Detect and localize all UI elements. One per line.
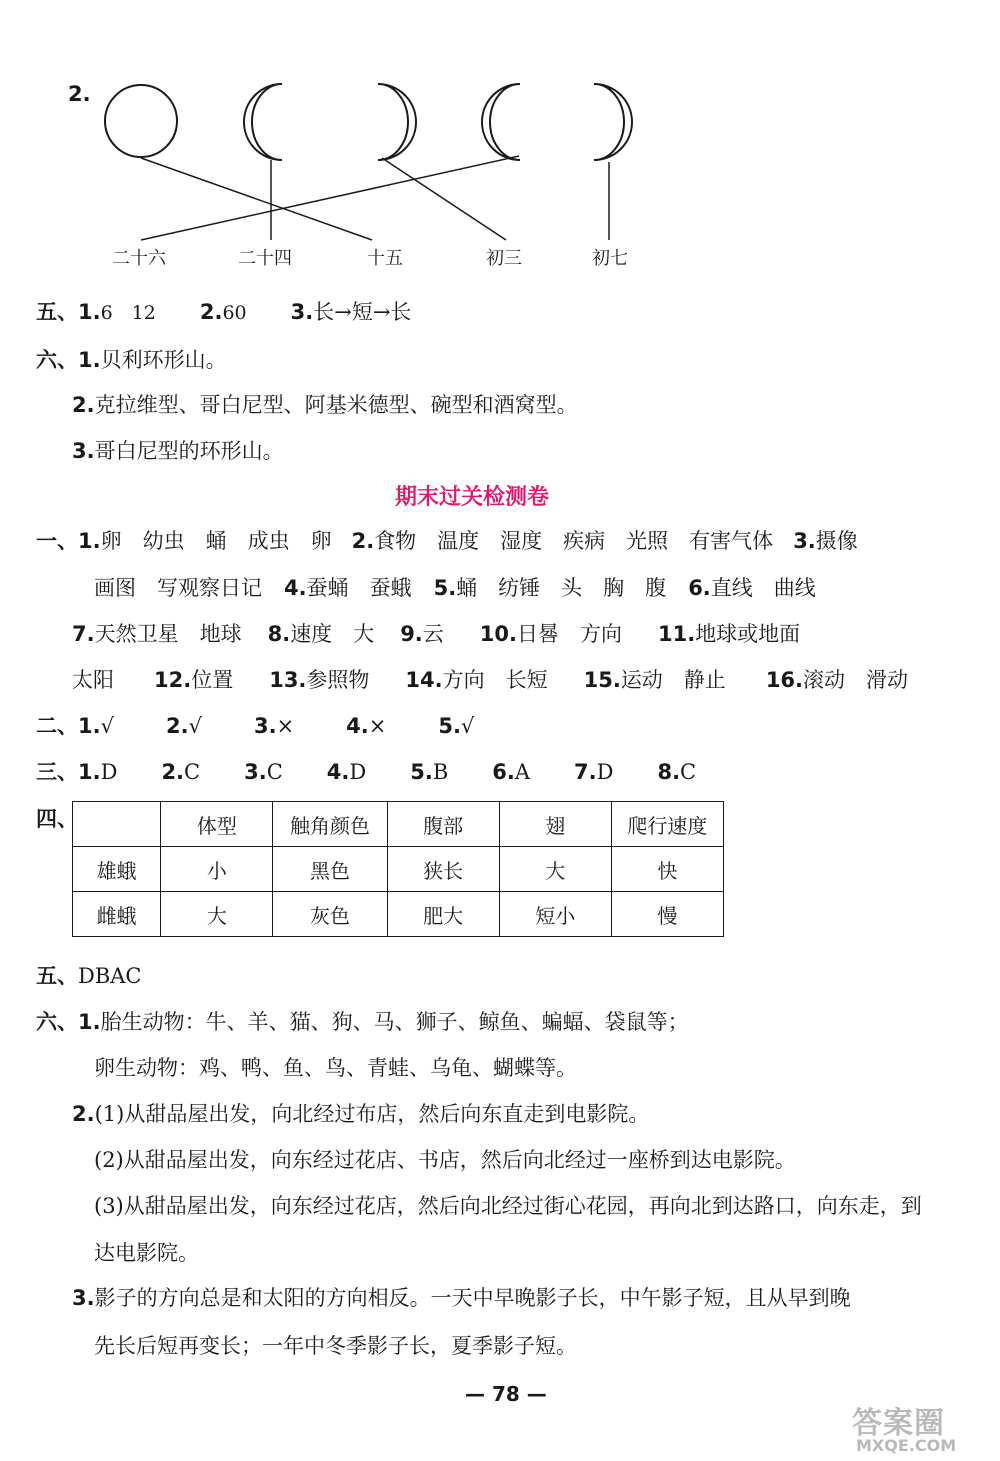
item-number: 7.	[574, 760, 597, 784]
table-header-cell: 体型	[161, 802, 273, 847]
table-header-cell: 翅	[499, 802, 611, 847]
answer-text: D	[100, 760, 118, 784]
section-prefix: 六、	[36, 348, 78, 372]
answer-line-s6b-8: 先长后短再变长；一年中冬季影子长，夏季影子短。	[94, 1334, 577, 1358]
item-number: 1.	[78, 300, 101, 324]
section-prefix: 五、	[36, 300, 78, 324]
answer-text: 方向 长短	[442, 668, 548, 692]
answer-text: 蚕蛹 蚕蛾	[306, 576, 412, 600]
answer-text: 参照物	[306, 668, 370, 692]
answer-line-s1-1	[36, 525, 858, 555]
answer-text: (1)从甜品屋出发，向北经过布店，然后向东直走到电影院。	[94, 1102, 650, 1126]
moon-phase-diagram	[0, 0, 1000, 280]
item-number: 3.	[72, 439, 95, 463]
item-number: 5.	[438, 714, 461, 738]
section-prefix: 二、	[36, 714, 78, 738]
answer-line-s5a	[36, 296, 411, 326]
answer-line-s6b-5: (3)从甜品屋出发，向东经过花店，然后向北经过街心花园，再向北到达路口，向东走，到	[94, 1194, 922, 1218]
item-number: 3.	[793, 529, 816, 553]
item-number: 15.	[583, 668, 621, 692]
item-number: 5.	[410, 760, 433, 784]
answer-line-s1-3	[72, 618, 800, 648]
answer-text: ×	[276, 714, 295, 738]
answer-text: 卵 幼虫 蛹 成虫 卵	[100, 529, 332, 553]
full-moon-shape	[105, 85, 177, 157]
answer-text: 胎生动物：牛、羊、猫、狗、马、狮子、鲸鱼、蝙蝠、袋鼠等；	[100, 1010, 689, 1034]
answer-line-s6b-1	[36, 1006, 689, 1036]
answer-text: 画图 写观察日记	[94, 576, 262, 600]
answer-text: DBAC	[78, 964, 142, 988]
item-number: 3.	[244, 760, 267, 784]
table-cell: 大	[499, 847, 611, 892]
item-number: 2.	[165, 714, 189, 738]
answer-text: 速度 大	[290, 622, 375, 646]
answer-line-s6b-4: (2)从甜品屋出发，向东经过花店、书店，然后向北经过一座桥到达电影院。	[94, 1148, 796, 1172]
answer-text: 太阳	[72, 668, 114, 692]
answer-text: 克拉维型、哥白尼型、阿基米德型、碗型和酒窝型。	[94, 393, 578, 417]
table-row	[73, 847, 724, 892]
answer-line-s6a-3	[72, 435, 284, 465]
table-header-row	[73, 802, 724, 847]
table-cell: 雄蛾	[73, 847, 161, 892]
answer-text: √	[100, 714, 114, 738]
item-number: 1.	[78, 1010, 101, 1034]
answer-text: 位置	[191, 668, 234, 692]
table-cell: 短小	[499, 892, 611, 937]
item-number: 8.	[657, 760, 681, 784]
table-row	[73, 892, 724, 937]
answer-line-s6a-2	[72, 389, 578, 419]
item-number: 1.	[78, 714, 101, 738]
answer-text: √	[460, 714, 475, 738]
item-number: 5.	[433, 576, 457, 600]
connect-line-1	[141, 158, 372, 240]
table-cell: 雌蛾	[73, 892, 161, 937]
item-number: 4.	[346, 714, 369, 738]
item-number: 4.	[326, 760, 350, 784]
section-prefix: 六、	[36, 1010, 78, 1034]
answer-text: 哥白尼型的环形山。	[94, 439, 284, 463]
item-number: 9.	[400, 622, 423, 646]
answer-line-s3	[36, 756, 696, 786]
answer-line-s6b-7	[72, 1282, 851, 1312]
item-number: 12.	[154, 668, 192, 692]
answer-text: 摄像	[815, 529, 858, 553]
item-number: 2.	[72, 1102, 95, 1126]
connect-line-4	[141, 156, 519, 240]
item-number: 4.	[284, 576, 307, 600]
answer-text: D	[349, 760, 367, 784]
answer-text: 影子的方向总是和太阳的方向相反。一天中早晚影子长，中午影子短，且从早到晚	[94, 1286, 851, 1310]
page-number: — 78 —	[465, 1382, 547, 1406]
moon-label-5: 初七	[592, 248, 628, 269]
item-number: 3.	[290, 300, 314, 324]
answer-line-s6b-3	[72, 1098, 649, 1128]
item-number: 2.	[351, 529, 375, 553]
table-cell: 大	[161, 892, 273, 937]
answer-text: 贝利环形山。	[100, 348, 227, 372]
answer-text: C	[266, 760, 283, 784]
table-cell: 黑色	[273, 847, 387, 892]
answer-text: 云	[422, 622, 444, 646]
moon-label-1: 二十六	[112, 248, 166, 269]
item-number: 6.	[492, 760, 515, 784]
moon-label-2: 二十四	[238, 248, 292, 269]
table-cell: 小	[161, 847, 273, 892]
moth-comparison-table	[72, 801, 724, 937]
section-title: 期末过关检测卷	[395, 485, 550, 510]
item-number: 11.	[657, 622, 696, 646]
answer-text: 食物 温度 湿度 疾病 光照 有害气体	[374, 529, 774, 553]
answer-text: 60	[222, 302, 247, 324]
answer-text: 运动 静止	[620, 668, 726, 692]
answer-line-s1-4	[72, 664, 908, 694]
section-prefix: 一、	[36, 529, 78, 553]
table-cell: 快	[611, 847, 723, 892]
item-number: 8.	[267, 622, 291, 646]
answer-text: 地球或地面	[695, 622, 801, 646]
item-number: 2.	[72, 393, 95, 417]
section-prefix: 五、	[36, 964, 78, 988]
waxing-crescent-shape-1	[378, 84, 416, 160]
answer-line-s1-2	[94, 572, 816, 602]
answer-text: 日晷 方向	[516, 622, 622, 646]
answer-text: D	[596, 760, 614, 784]
answer-text: C	[680, 760, 697, 784]
answer-text: ×	[368, 714, 387, 738]
answer-line-s6b-6: 达电影院。	[94, 1241, 199, 1265]
moon-label-4: 初三	[486, 248, 522, 269]
item-number: 16.	[765, 668, 804, 692]
table-cell: 慢	[611, 892, 723, 937]
table-header-cell: 爬行速度	[611, 802, 723, 847]
waning-crescent-shape-2	[482, 84, 520, 160]
answer-line-s6b-2: 卵生动物：鸡、鸭、鱼、鸟、青蛙、乌龟、蝴蝶等。	[94, 1056, 577, 1080]
connect-line-3	[382, 158, 506, 240]
section-prefix: 三、	[36, 760, 78, 784]
item-number: 6.	[688, 576, 711, 600]
watermark-logo: 答案圈	[852, 1406, 945, 1441]
item-number: 10.	[479, 622, 517, 646]
answer-text: 6 12	[100, 302, 156, 324]
table-cell: 狭长	[387, 847, 499, 892]
watermark-site: MXQE.COM	[856, 1436, 957, 1455]
table-cell: 肥大	[387, 892, 499, 937]
answer-text: 直线 曲线	[710, 576, 816, 600]
item-number: 2.	[199, 300, 223, 324]
table-header-cell	[73, 802, 161, 847]
table-header-cell: 腹部	[387, 802, 499, 847]
q2-number: 2.	[68, 82, 91, 106]
item-number: 3.	[72, 1286, 95, 1310]
answer-text: 滚动 滑动	[803, 668, 909, 692]
waxing-crescent-shape-2	[594, 84, 632, 160]
answer-text: C	[184, 760, 201, 784]
moon-label-3: 十五	[367, 248, 403, 269]
answer-line-s6a-1	[36, 344, 227, 374]
item-number: 14.	[405, 668, 443, 692]
answer-line-s2	[36, 710, 474, 740]
answer-text: √	[188, 714, 202, 738]
answer-text: 长→短→长	[313, 300, 412, 324]
answer-line-s5b	[36, 960, 142, 990]
item-number: 1.	[78, 529, 101, 553]
item-number: 1.	[78, 760, 101, 784]
answer-text: B	[432, 760, 449, 784]
table-cell: 灰色	[273, 892, 387, 937]
item-number: 2.	[161, 760, 185, 784]
section-prefix-s4: 四、	[36, 807, 78, 831]
answer-text: 天然卫星 地球	[94, 622, 242, 646]
item-number: 3.	[253, 714, 277, 738]
item-number: 1.	[78, 348, 101, 372]
item-number: 13.	[269, 668, 307, 692]
waning-crescent-shape-1	[244, 84, 282, 160]
table-header-cell: 触角颜色	[273, 802, 387, 847]
answer-text: A	[514, 760, 531, 784]
answer-text: 蛹 纺锤 头 胸 腹	[456, 576, 667, 600]
item-number: 7.	[72, 622, 95, 646]
